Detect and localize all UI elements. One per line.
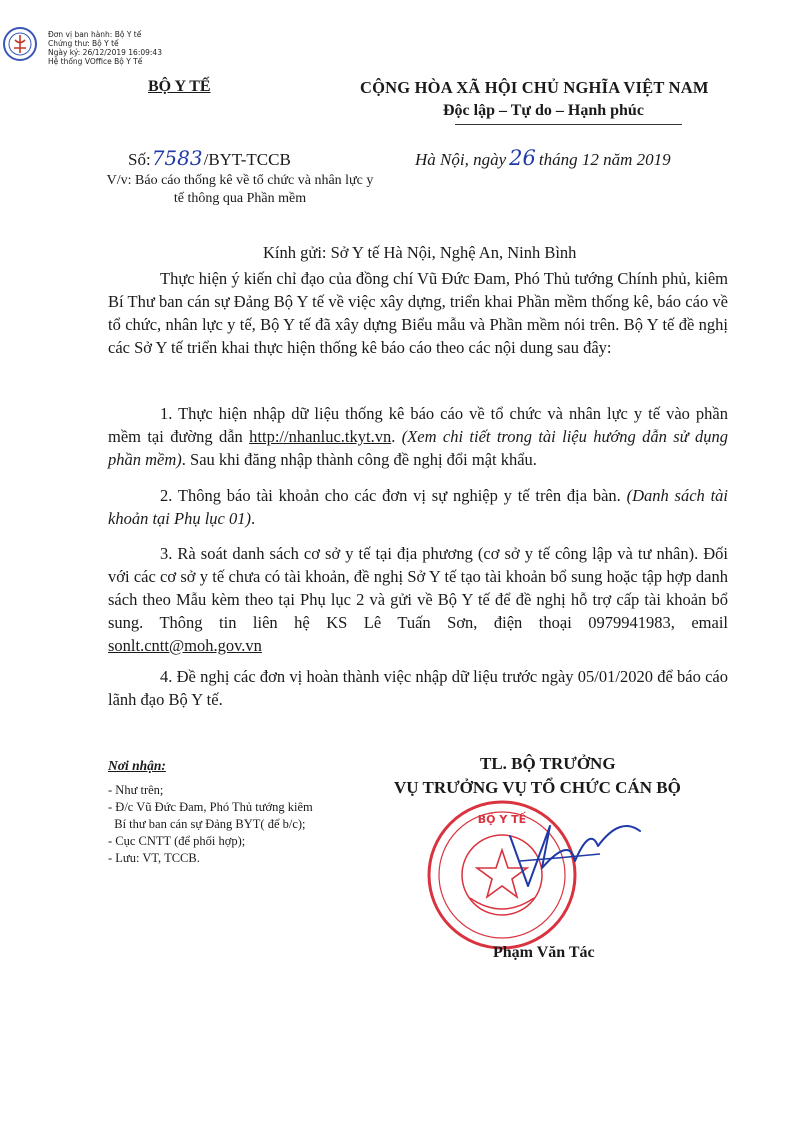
- handwritten-signature: [477, 806, 650, 906]
- place-prefix: Hà Nội, ngày: [415, 150, 507, 169]
- stamp-line: Ngày ký: 26/12/2019 16:09:43: [48, 48, 162, 57]
- body-paragraph-2: [108, 484, 728, 530]
- recipient: Kính gửi: Sở Y tế Hà Nội, Nghệ An, Ninh Bình: [263, 243, 577, 262]
- software-link[interactable]: http://nhanluc.tkyt.vn: [249, 427, 392, 446]
- receivers-title: Nơi nhận:: [108, 758, 166, 773]
- document-number: [128, 146, 291, 170]
- motto-underline: [455, 124, 682, 125]
- national-motto: Độc lập – Tự do – Hạnh phúc: [443, 102, 644, 119]
- paragraph-text: .: [391, 427, 402, 446]
- issuing-org: BỘ Y TẾ: [148, 78, 211, 95]
- seal-text: BỘ Y TẾ: [477, 813, 527, 826]
- list-item: - Đ/c Vũ Đức Đam, Phó Thủ tướng kiêm: [108, 800, 313, 814]
- doc-number-handwritten: 7583: [151, 146, 203, 170]
- paragraph-text: 4. Đề nghị các đơn vị hoàn thành việc nhập dữ liệu trước ngày 05/01/2020 để báo cáo lãnh đạo Bộ Y tế.: [108, 667, 728, 709]
- paragraph-text: . Sau khi đăng nhập thành công đề nghị đổi mật khẩu.: [181, 450, 537, 469]
- digital-stamp-info: [48, 30, 162, 66]
- body-paragraph-1: [108, 402, 728, 471]
- list-item: Bí thư ban cán sự Đảng BYT( để b/c);: [108, 817, 306, 831]
- list-item: - Lưu: VT, TCCB.: [108, 851, 200, 865]
- stamp-line: Hệ thống VOffice Bộ Y Tế: [48, 57, 143, 66]
- body-paragraph-3: [108, 542, 728, 657]
- national-title: CỘNG HÒA XÃ HỘI CHỦ NGHĨA VIỆT NAM: [360, 78, 709, 97]
- paragraph-text: 1. Thực hiện nhập dữ liệu thống kê báo cáo về tổ chức và nhân lực y tế vào phần mềm tại đường dẫn: [108, 404, 728, 446]
- signer-name: Phạm Văn Tác: [493, 944, 595, 961]
- digital-seal-icon: [2, 26, 38, 62]
- paragraph-text: 3. Rà soát danh sách cơ sở y tế tại địa phương (cơ sở y tế công lập và tư nhân). Đối với các cơ sở y tế chưa có tài khoản, đề nghị Sở Y tế tạo tài khoản bổ sung hoặc tập hợp danh sách theo Mẫu kèm theo tại Phụ lục 2 và gửi về Bộ Y tế để đề nghị hỗ trợ cấp tài khoản bổ sung. Thông tin liên hệ KS Lê Tuấn Sơn, điện thoại 0979941983, email: [108, 544, 728, 632]
- contact-email-link[interactable]: sonlt.cntt@moh.gov.vn: [108, 636, 262, 655]
- receivers-list: [108, 782, 378, 867]
- stamp-line: Đơn vị ban hành: Bộ Y tế: [48, 30, 142, 39]
- doc-number-prefix: Số:: [128, 150, 151, 169]
- list-item: - Cục CNTT (để phối hợp);: [108, 834, 246, 848]
- place-suffix: tháng 12 năm 2019: [538, 150, 671, 169]
- signature-title: TL. BỘ TRƯỞNG: [480, 754, 616, 773]
- paragraph-text: Thực hiện ý kiến chỉ đạo của đồng chí Vũ Đức Đam, Phó Thủ tướng Chính phủ, kiêm Bí Thư ban cán sự Đảng Bộ Y tế về việc xây dựng, triển khai Phần mềm thống kê, báo cáo về tổ chức, nhân lực y tế, Bộ Y tế đã xây dựng Biểu mẫu và Phần mềm nói trên. Bộ Y tế đề nghị các Sở Y tế triển khai thực hiện thống kê báo cáo theo các nội dung sau đây:: [108, 269, 728, 357]
- signature-position: VỤ TRƯỞNG VỤ TỔ CHỨC CÁN BỘ: [394, 778, 681, 797]
- body-paragraph-4: [108, 665, 728, 711]
- body-paragraph-intro: [108, 267, 728, 359]
- doc-number-suffix: /BYT-TCCB: [203, 150, 291, 169]
- paragraph-note: (Danh sách tài khoản tại Phụ lục 01): [108, 486, 728, 528]
- paragraph-text: 2. Thông báo tài khoản cho các đơn vị sự nghiệp y tế trên địa bàn.: [160, 486, 627, 505]
- paragraph-note: (Xem chi tiết trong tài liệu hướng dẫn sử dụng phần mềm): [108, 427, 728, 469]
- subject: V/v: Báo cáo thống kê về tổ chức và nhân lực y tế thông qua Phần mềm: [106, 173, 374, 206]
- list-item: - Như trên;: [108, 783, 164, 797]
- day-handwritten: 26: [509, 146, 536, 170]
- paragraph-text: .: [250, 509, 256, 528]
- place-date: [415, 146, 671, 170]
- stamp-line: Chứng thư: Bộ Y tế: [48, 39, 119, 48]
